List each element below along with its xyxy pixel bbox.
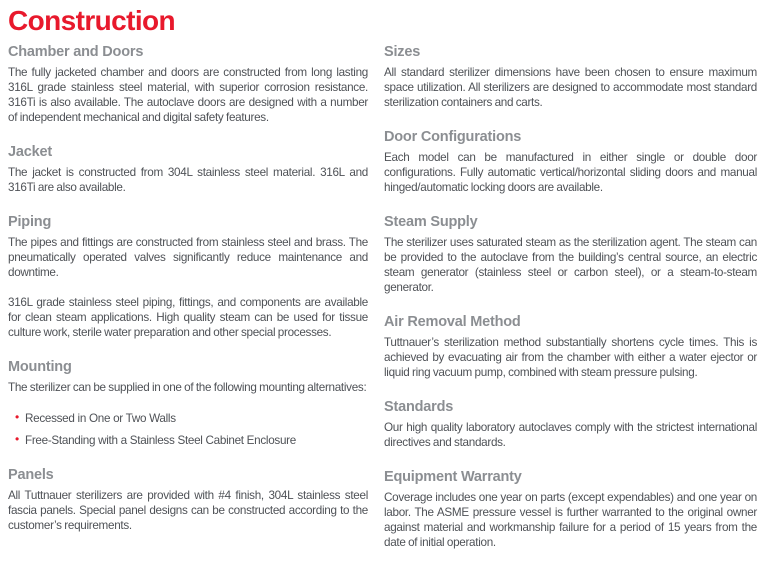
section-heading: Piping: [8, 214, 52, 230]
section-heading: Door Configurations: [384, 129, 522, 145]
section-panels: [8, 467, 368, 533]
section-heading: Sizes: [384, 44, 421, 60]
bullet-item: [15, 411, 368, 426]
section-chamber-and-doors: [8, 44, 368, 125]
section-sizes: [384, 44, 757, 110]
section-paragraph: The sterilizer can be supplied in one of the following mounting alternatives:: [8, 381, 367, 394]
bullet-label: Free-Standing with a Stainless Steel Cabinet Enclosure: [25, 434, 296, 447]
section-heading: Air Removal Method: [384, 314, 521, 330]
two-column-layout: [8, 39, 757, 550]
section-paragraph: All standard sterilizer dimensions have been chosen to ensure maximum space utilization. All sterilizers are designed to accommodate most standard sterilization containers and carts.: [384, 66, 757, 109]
section-heading: Jacket: [8, 144, 52, 160]
left-column: [8, 39, 368, 533]
section-heading: Standards: [384, 399, 454, 415]
section-paragraph: Our high quality laboratory autoclaves comply with the strictest international directives and standards.: [384, 421, 757, 449]
section-heading: Equipment Warranty: [384, 469, 522, 485]
section-mounting: [8, 359, 368, 448]
section-door-configurations: [384, 129, 757, 195]
section-heading: Mounting: [8, 359, 72, 375]
section-equipment-warranty: [384, 469, 757, 550]
bullet-icon: •: [15, 432, 19, 446]
section-paragraph: 316L grade stainless steel piping, fittings, and components are available for clean steam applications. High quality steam can be used for tissue culture work, sterile water preparation and other special processes.: [8, 296, 368, 339]
mounting-bullet-list: [8, 411, 368, 448]
section-paragraph: The pipes and fittings are constructed from stainless steel and brass. The pneumatically operated valves significantly reduce maintenance and downtime.: [8, 236, 368, 279]
section-paragraph: Each model can be manufactured in either single or double door configurations. Fully automatic vertical/horizontal sliding doors and manual hinged/automatic locking doors are available.: [384, 151, 757, 194]
section-paragraph: Coverage includes one year on parts (except expendables) and one year on labor. The ASME pressure vessel is further warranted to the original owner against material and workmanship failure for a period of 15 years from the date of initial operation.: [384, 491, 757, 549]
section-piping: [8, 214, 368, 340]
section-air-removal-method: [384, 314, 757, 380]
section-jacket: [8, 144, 368, 195]
bullet-item: [15, 433, 368, 448]
section-paragraph: All Tuttnauer sterilizers are provided with #4 finish, 304L stainless steel fascia panels. Special panel designs can be constructed according to the customer’s requirements.: [8, 489, 368, 532]
section-paragraph: The jacket is constructed from 304L stainless steel material. 316L and 316Ti are also available.: [8, 166, 368, 194]
section-steam-supply: [384, 214, 757, 295]
section-paragraph: The sterilizer uses saturated steam as the sterilization agent. The steam can be provided to the autoclave from the building’s central source, an electric steam generator (stainless steel or carbon steel), or a steam-to-steam generator.: [384, 236, 757, 294]
bullet-label: Recessed in One or Two Walls: [25, 412, 176, 425]
section-heading: Chamber and Doors: [8, 44, 144, 60]
section-paragraph: Tuttnauer’s sterilization method substantially shortens cycle times. This is achieved by evacuating air from the chamber with either a water ejector or liquid ring vacuum pump, combined with steam pressure pulsing.: [384, 336, 757, 379]
section-paragraph: The fully jacketed chamber and doors are constructed from long lasting 316L grade stainless steel material, with superior corrosion resistance. 316Ti is also available. The autoclave doors are designed with a number of independent mechanical and digital safety features.: [8, 66, 368, 124]
right-column: [384, 39, 757, 550]
section-heading: Steam Supply: [384, 214, 478, 230]
section-heading: Panels: [8, 467, 54, 483]
section-standards: [384, 399, 757, 450]
bullet-icon: •: [15, 410, 19, 424]
page-title: Construction: [8, 5, 176, 36]
